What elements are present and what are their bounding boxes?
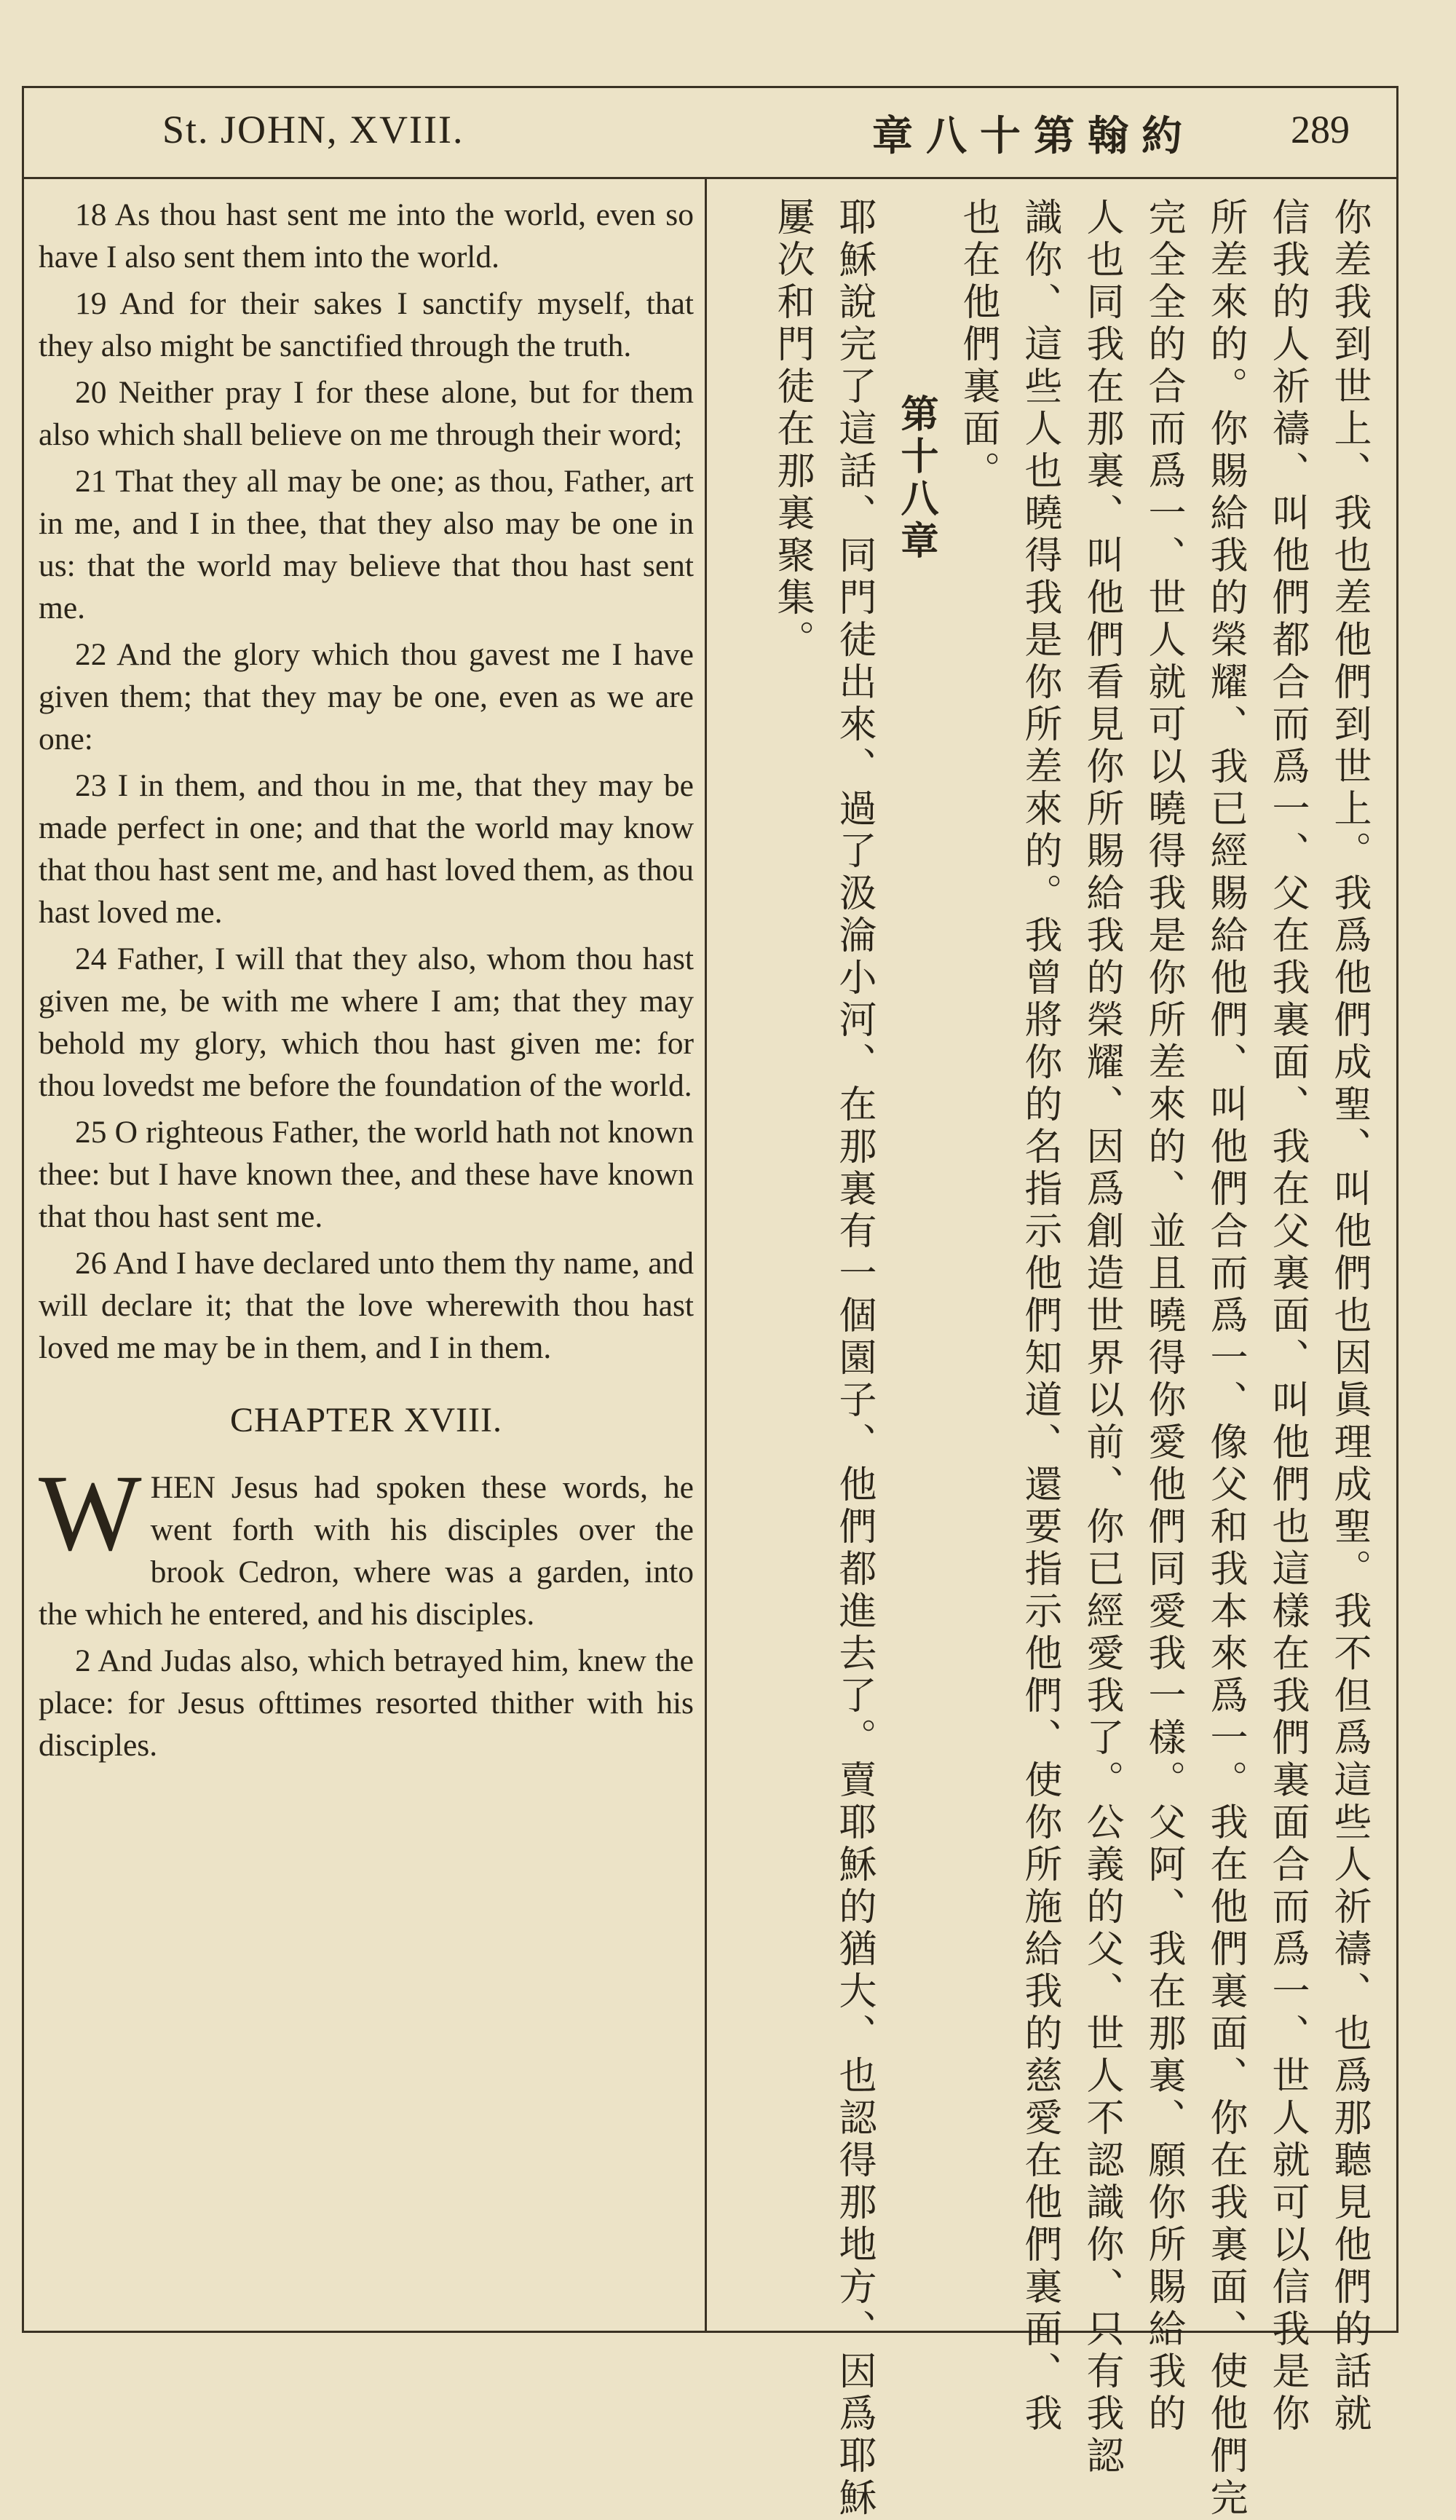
chinese-line: 耶穌說完了這話、同門徒出來、過了汲淪小河、在那裏有一個園子、他們都進去了。賣耶穌的猶大、也認得那地方、因爲耶穌 [832, 197, 876, 2520]
chinese-line: 信我的人祈禱、叫他們都合而爲一、父在我裏面、我在父裏面、叫他們也這樣在我們裏面合而爲一、世人就可以信我是你 [1265, 197, 1309, 2436]
column-divider [705, 177, 707, 2331]
english-column [39, 194, 694, 1771]
page-header [24, 88, 1396, 179]
page-number: 289 [1291, 108, 1350, 151]
chapter-heading: CHAPTER XVIII. [230, 1401, 502, 1439]
verse-26: 26 And I have declared unto them thy name, and will declare it; that the love wherewith thou hast loved me may be in them, and I in them. [39, 1246, 694, 1365]
verse-21: 21 That they all may be one; as thou, Father, art in me, and I in thee, that they also may be one in us: that the world may believe that thou hast sent me. [39, 464, 694, 625]
chinese-line: 屢次和門徒在那裏聚集。 [770, 197, 814, 662]
verse-20: 20 Neither pray I for these alone, but for them also which shall believe on me through their word; [39, 375, 694, 452]
chinese-line: 也在他們裏面。 [956, 197, 1000, 493]
chapter-18-verse-1-text: HEN Jesus had spoken these words, he went forth with his disciples over the brook Cedron, where was a garden, into the which he entered, and his disciples. [39, 1470, 694, 1632]
verse-19: 19 And for their sakes I sanctify myself, that they also might be sanctified through the truth. [39, 286, 694, 363]
chinese-line: 你差我到世上、我也差他們到世上。我爲他們成聖、叫他們也因眞理成聖。我不但爲這些人祈禱、也爲那聽見他們的話就 [1327, 197, 1371, 2436]
chinese-column [723, 197, 1385, 2520]
chinese-chapter-heading: 第十八章 [894, 394, 938, 563]
verse-23: 23 I in them, and thou in me, that they may be made perfect in one; and that the world may know that thou hast sent me, and hast loved them, as thou hast loved me. [39, 768, 694, 930]
chinese-line: 完全全的合而爲一、世人就可以曉得我是你所差來的、並且曉得你愛他們同愛我一樣。父阿、我在那裏、願你所賜給我的 [1142, 197, 1185, 2436]
chinese-line: 所差來的。你賜給我的榮耀、我已經賜給他們、叫他們合而爲一、像父和我本來爲一。我在他們裏面、你在我裏面、使他們完 [1203, 197, 1247, 2520]
drop-cap: W [39, 1453, 142, 1573]
chinese-line: 識你、這些人也曉得我是你所差來的。我曾將你的名指示他們知道、還要指示他們、使你所施給我的慈愛在他們裏面、我 [1018, 197, 1061, 2436]
bible-page [22, 86, 1398, 2520]
verse-25: 25 O righteous Father, the world hath not known thee: but I have known thee, and these have known that thou hast sent me. [39, 1115, 694, 1234]
verse-22: 22 And the glory which thou gavest me I have given them; that they may be one, even as we are one: [39, 637, 694, 757]
chinese-running-title: 約翰第十八章 [872, 113, 1195, 160]
verse-24: 24 Father, I will that they also, whom thou hast given me, be with me where I am; that they may behold my glory, which thou hast given me: for thou lovedst me before the foundation of the world. [39, 941, 694, 1103]
running-title: St. JOHN, XVIII. [162, 108, 464, 151]
chapter-18-verse-1 [39, 1453, 694, 1635]
chapter-18-verse-2: 2 And Judas also, which betrayed him, knew the place: for Jesus ofttimes resorted thither with his disciples. [39, 1643, 694, 1763]
verse-18: 18 As thou hast sent me into the world, even so have I also sent them into the world. [39, 197, 694, 274]
chinese-line: 人也同我在那裏、叫他們看見你所賜給我的榮耀、因爲創造世界以前、你已經愛我了。公義的父、世人不認識你、只有我認 [1080, 197, 1123, 2478]
